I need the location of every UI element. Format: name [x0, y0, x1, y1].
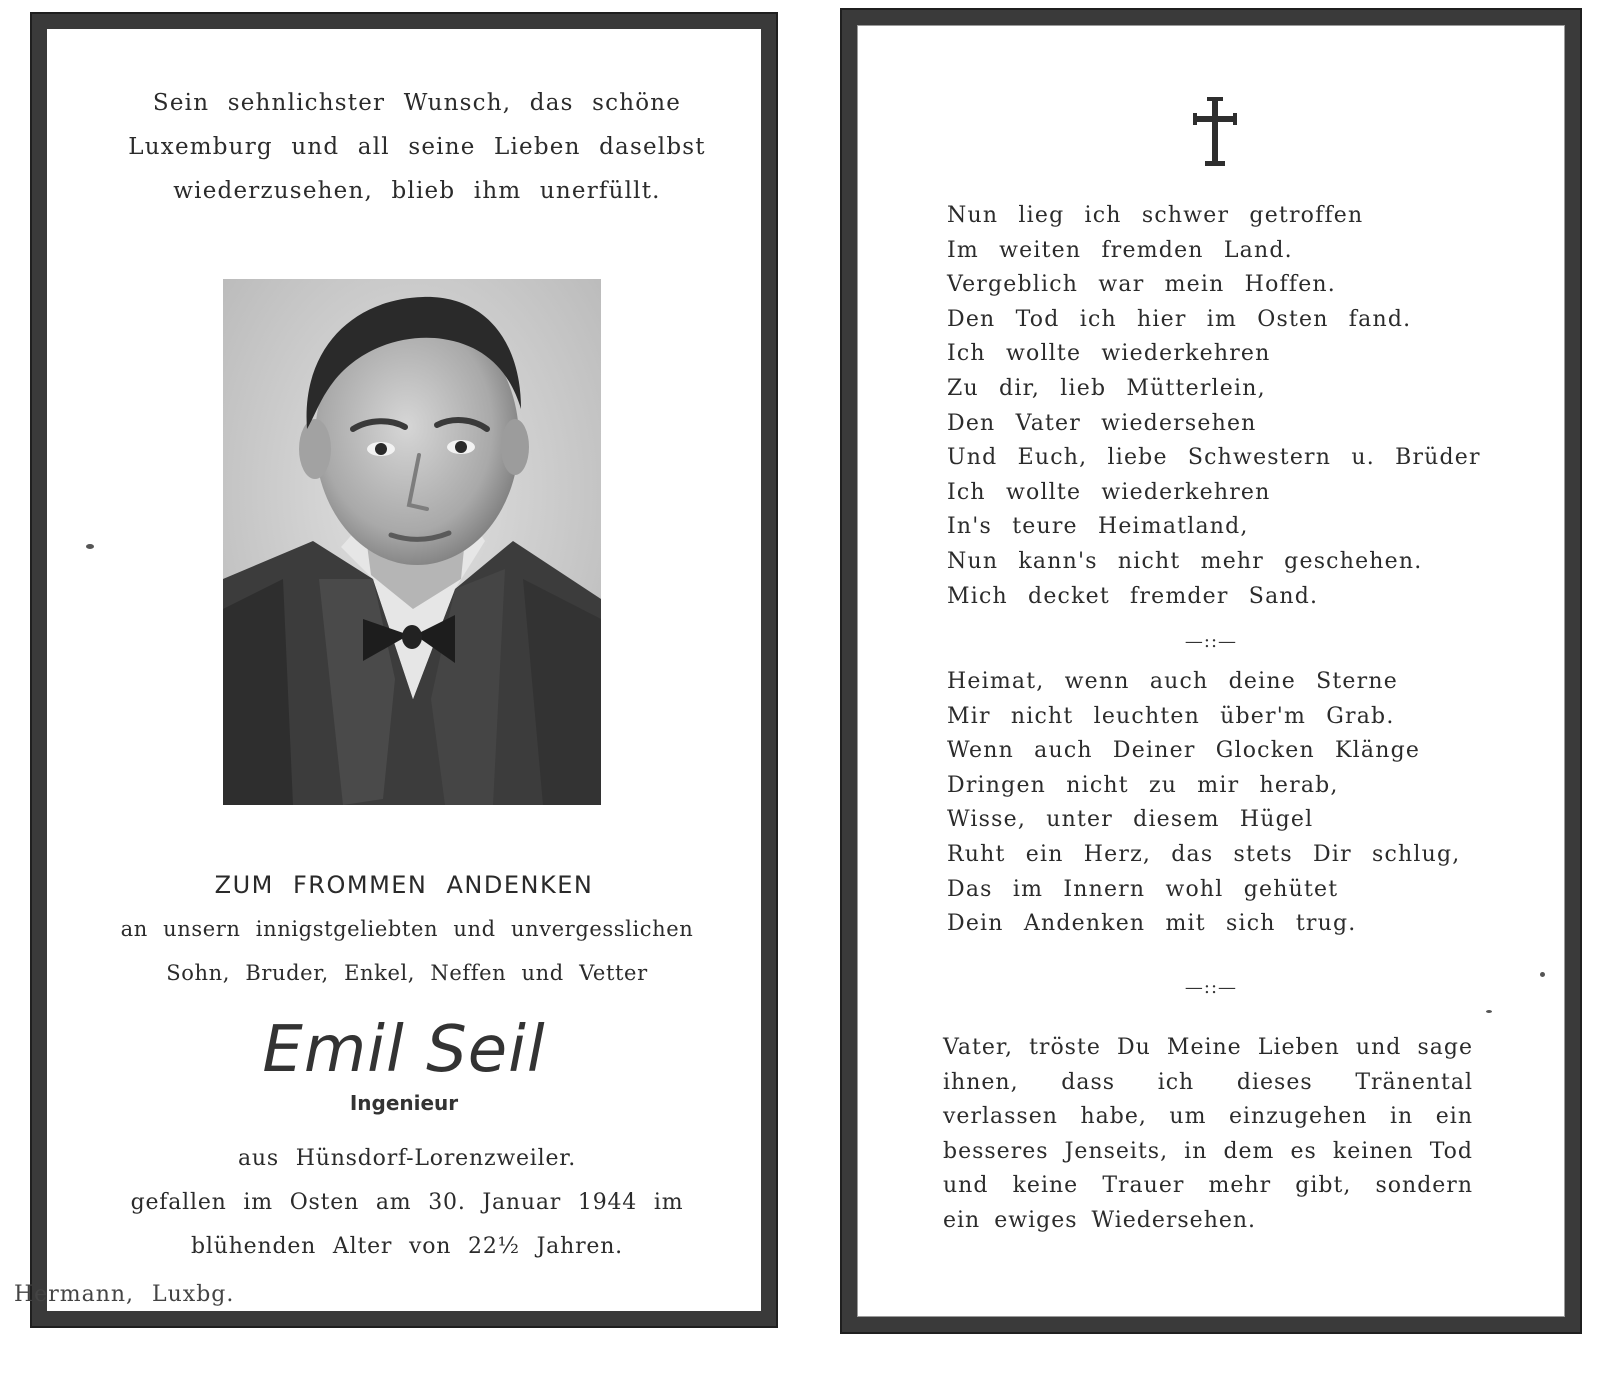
card-back-paper	[857, 25, 1565, 1317]
heading: ZUM FROMMEN ANDENKEN	[214, 871, 594, 899]
memorial-card-front	[30, 12, 778, 1328]
dedication-text	[77, 907, 737, 995]
poem-line: Ich wollte wiederkehren	[947, 341, 1271, 367]
wish-text	[107, 81, 727, 213]
closing-prayer: Vater, tröste Du Meine Lieben und sage ihnen, dass ich dieses Tränental verlassen habe, um einzugehen in ein besseres Jenseits, in dem es keinen Tod und keine Trauer mehr gibt, sondern ein ewiges Wiedersehen.	[943, 1035, 1473, 1233]
section-separator: —::—	[1184, 977, 1238, 998]
poem-line: Dein Andenken mit sich trug.	[947, 911, 1357, 937]
memorial-portrait	[223, 279, 601, 805]
wish-line: Luxemburg und all seine Lieben daselbst	[128, 134, 706, 160]
latin-cross-icon	[1193, 97, 1237, 167]
detail-line: blühenden Alter von 22½ Jahren.	[191, 1234, 623, 1259]
detail-line: aus Hünsdorf-Lorenzweiler.	[237, 1146, 576, 1171]
poem-line: Wenn auch Deiner Glocken Klänge	[947, 738, 1421, 764]
wish-line: Sein sehnlichster Wunsch, das schöne	[152, 90, 682, 116]
deceased-name: Emil Seil	[262, 1013, 546, 1087]
poem-line: Das im Innern wohl gehütet	[947, 876, 1339, 902]
deceased-title: Ingenieur	[349, 1091, 459, 1115]
dedication-line: Sohn, Bruder, Enkel, Neffen und Vetter	[166, 961, 648, 985]
card-front-paper	[47, 29, 761, 1311]
poem-line: Den Tod ich hier im Osten fand.	[947, 306, 1412, 332]
wish-line: wiederzusehen, blieb ihm unerfüllt.	[173, 178, 661, 204]
poem-line: Heimat, wenn auch deine Sterne	[947, 669, 1398, 694]
poem-line: Nun lieg ich schwer getroffen	[947, 203, 1364, 228]
dedication-line: an unsern innigstgeliebten und unvergesslichen	[120, 917, 694, 941]
details-text	[77, 1137, 737, 1269]
poem-stanza-2	[947, 665, 1507, 942]
poem-line: Mir nicht leuchten über'm Grab.	[947, 703, 1395, 729]
poem-line: Ich wollte wiederkehren	[947, 479, 1271, 505]
dust-speck	[86, 544, 94, 549]
poem-stanza-1	[947, 199, 1507, 614]
printer-credit: Hermann, Luxbg.	[14, 1282, 235, 1307]
dust-speck	[1540, 972, 1545, 977]
dust-speck	[1486, 1010, 1492, 1013]
poem-line: Und Euch, liebe Schwestern u. Brüder	[947, 445, 1481, 471]
poem-line: Zu dir, lieb Mütterlein,	[947, 375, 1266, 401]
poem-line: Den Vater wiedersehen	[947, 410, 1257, 436]
poem-line: Dringen nicht zu mir herab,	[947, 772, 1339, 798]
poem-line: Nun kann's nicht mehr geschehen.	[947, 548, 1423, 574]
portrait-photo	[223, 279, 601, 805]
detail-line: gefallen im Osten am 30. Januar 1944 im	[130, 1190, 684, 1215]
section-separator: —::—	[1184, 631, 1238, 652]
poem-line: Ruht ein Herz, das stets Dir schlug,	[947, 841, 1461, 867]
memorial-card-back	[840, 8, 1582, 1334]
poem-line: Vergeblich war mein Hoffen.	[947, 272, 1336, 298]
poem-line: In's teure Heimatland,	[947, 514, 1249, 540]
poem-line: Im weiten fremden Land.	[947, 237, 1293, 263]
poem-line: Wisse, unter diesem Hügel	[947, 807, 1314, 833]
poem-line: Mich decket fremder Sand.	[947, 583, 1319, 609]
